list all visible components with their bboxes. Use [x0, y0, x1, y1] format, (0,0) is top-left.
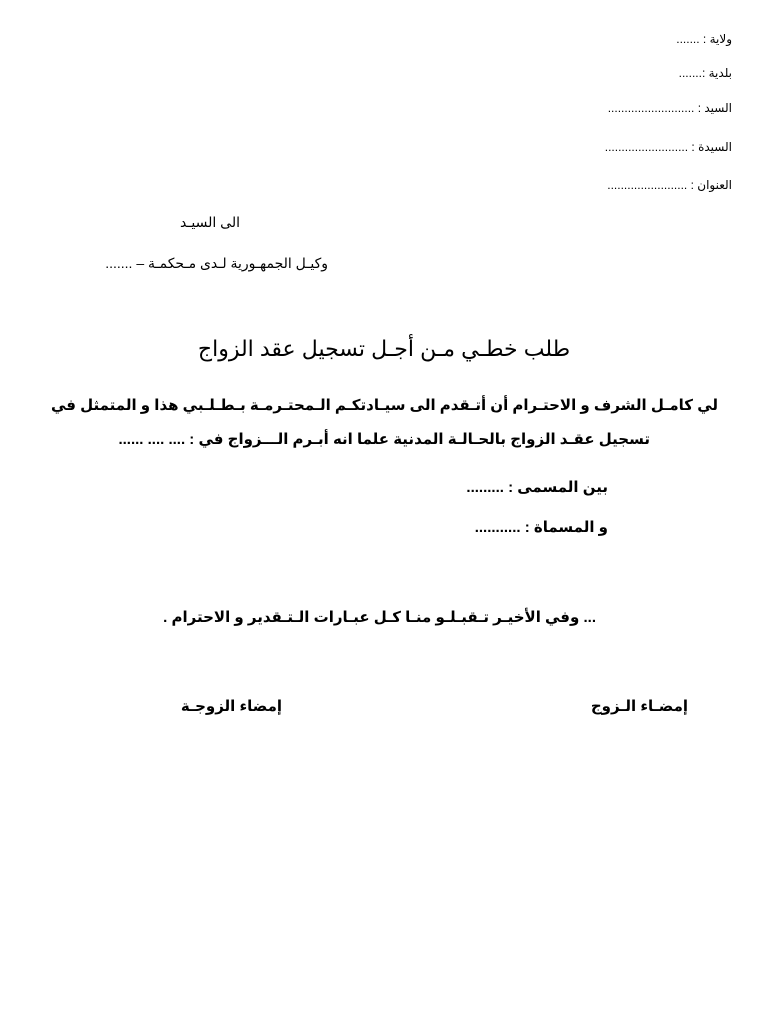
- wife-signature-label: إمضاء الزوجـة: [180, 698, 282, 715]
- husband-name-line: بين المسمى : .........: [466, 479, 608, 496]
- header-sayeda: السيدة : .........................: [604, 140, 732, 154]
- header-baladia: بلدية :.......: [678, 66, 732, 80]
- recipient-line-2: وكيـل الجمهـورية لـدى مـحكمـة – .......: [105, 255, 328, 271]
- wife-name-line: و المسماة : ...........: [474, 519, 608, 536]
- husband-signature-label: إمضـاء الـزوج: [590, 698, 688, 715]
- header-sayed: السيد : ..........................: [607, 101, 732, 115]
- header-address: العنوان : ........................: [607, 178, 732, 192]
- recipient-line-1: الى السيـد: [179, 214, 240, 230]
- body-line-2: تسجيل عقـد الزواج بالحـالـة المدنية علما انه أبـرم الـــزواج في : .... .... ......: [118, 431, 650, 448]
- body-line-1: لي كامـل الشرف و الاحتـرام أن أتـقدم الى سيـادتكـم الـمحتـرمـة بـطـلـبي هذا و المتمثل في: [50, 397, 718, 414]
- closing-line: ... وفي الأخيـر تـقبـلـو منـا كـل عبـارات الـتـقدير و الاحترام .: [163, 609, 596, 626]
- header-wilaya: ولاية : .......: [676, 32, 732, 46]
- document-title: طلب خطـي مـن أجـل تسجيل عقد الزواج: [197, 336, 571, 361]
